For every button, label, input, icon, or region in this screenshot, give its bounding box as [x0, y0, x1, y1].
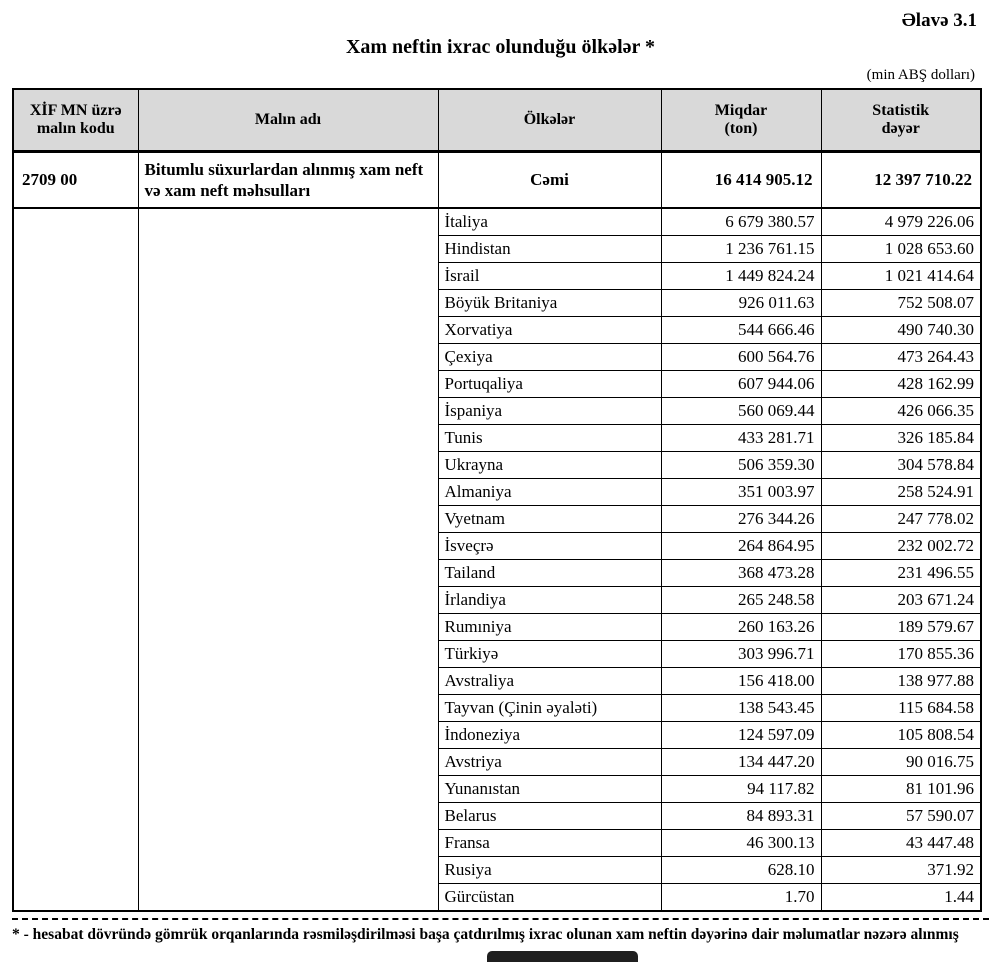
quantity-cell: 1 236 761.15 — [661, 236, 821, 263]
page-title: Xam neftin ixrac olunduğu ölkələr * — [345, 36, 656, 58]
country-cell: Almaniya — [438, 479, 661, 506]
value-cell: 231 496.55 — [821, 560, 981, 587]
quantity-cell: 264 864.95 — [661, 533, 821, 560]
unit-note: (min ABŞ dolları) — [866, 67, 975, 83]
quantity-cell: 6 679 380.57 — [661, 208, 821, 236]
quantity-cell: 46 300.13 — [661, 830, 821, 857]
value-cell: 473 264.43 — [821, 344, 981, 371]
value-cell: 43 447.48 — [821, 830, 981, 857]
country-cell: İspaniya — [438, 398, 661, 425]
quantity-cell: 276 344.26 — [661, 506, 821, 533]
value-cell: 1 021 414.64 — [821, 263, 981, 290]
product-name-cell: Bitumlu süxurlardan alınmış xam neft və xam neft məhsulları — [138, 152, 438, 209]
value-cell: 105 808.54 — [821, 722, 981, 749]
value-cell: 232 002.72 — [821, 533, 981, 560]
quantity-cell: 600 564.76 — [661, 344, 821, 371]
total-row — [13, 152, 981, 209]
header-countries — [438, 89, 661, 152]
country-cell: İtaliya — [438, 208, 661, 236]
country-cell: Ukrayna — [438, 452, 661, 479]
header-code-line1: XİF MN üzrə — [29, 102, 122, 119]
quantity-cell: 607 944.06 — [661, 371, 821, 398]
header-product — [138, 89, 438, 152]
quantity-cell: 260 163.26 — [661, 614, 821, 641]
value-cell: 4 979 226.06 — [821, 208, 981, 236]
country-cell: Avstriya — [438, 749, 661, 776]
value-cell: 258 524.91 — [821, 479, 981, 506]
value-cell: 752 508.07 — [821, 290, 981, 317]
header-value — [821, 89, 981, 152]
country-cell: Fransa — [438, 830, 661, 857]
value-cell: 203 671.24 — [821, 587, 981, 614]
value-cell: 247 778.02 — [821, 506, 981, 533]
quantity-cell: 84 893.31 — [661, 803, 821, 830]
country-cell: İsveçrə — [438, 533, 661, 560]
commodity-code-cell: 2709 00 — [13, 152, 138, 209]
quantity-cell: 926 011.63 — [661, 290, 821, 317]
header-quantity-line1: Miqdar — [714, 102, 768, 119]
value-cell: 57 590.07 — [821, 803, 981, 830]
value-cell: 1.44 — [821, 884, 981, 912]
dashed-separator — [12, 918, 989, 920]
header-quantity — [661, 89, 821, 152]
country-cell: Rusiya — [438, 857, 661, 884]
quantity-cell: 351 003.97 — [661, 479, 821, 506]
quantity-cell: 628.10 — [661, 857, 821, 884]
product-empty-cell — [138, 208, 438, 911]
export-table — [12, 88, 982, 912]
header-code-line2: malın kodu — [36, 120, 115, 137]
quantity-cell: 124 597.09 — [661, 722, 821, 749]
quantity-cell: 1 449 824.24 — [661, 263, 821, 290]
quantity-cell: 134 447.20 — [661, 749, 821, 776]
value-cell: 304 578.84 — [821, 452, 981, 479]
country-cell: İndoneziya — [438, 722, 661, 749]
quantity-cell: 544 666.46 — [661, 317, 821, 344]
quantity-cell: 506 359.30 — [661, 452, 821, 479]
country-cell: Vyetnam — [438, 506, 661, 533]
value-cell: 426 066.35 — [821, 398, 981, 425]
country-cell: Türkiyə — [438, 641, 661, 668]
country-cell: Gürcüstan — [438, 884, 661, 912]
country-cell: Xorvatiya — [438, 317, 661, 344]
value-cell: 490 740.30 — [821, 317, 981, 344]
value-cell: 428 162.99 — [821, 371, 981, 398]
header-quantity-line2: (ton) — [724, 120, 758, 137]
quantity-cell: 303 996.71 — [661, 641, 821, 668]
table-row — [13, 208, 981, 236]
country-cell: Tayvan (Çinin əyaləti) — [438, 695, 661, 722]
country-cell: Avstraliya — [438, 668, 661, 695]
quantity-cell: 156 418.00 — [661, 668, 821, 695]
value-cell: 189 579.67 — [821, 614, 981, 641]
country-cell: Portuqaliya — [438, 371, 661, 398]
value-cell: 115 684.58 — [821, 695, 981, 722]
bottom-bar-artifact — [487, 951, 638, 962]
country-cell: Çexiya — [438, 344, 661, 371]
quantity-cell: 265 248.58 — [661, 587, 821, 614]
country-cell: Yunanıstan — [438, 776, 661, 803]
header-product-line1: Malın adı — [254, 111, 322, 128]
annex-label: Əlavə 3.1 — [901, 10, 977, 31]
country-cell: Tunis — [438, 425, 661, 452]
value-cell: 326 185.84 — [821, 425, 981, 452]
value-cell: 81 101.96 — [821, 776, 981, 803]
quantity-cell: 94 117.82 — [661, 776, 821, 803]
country-cell: İsrail — [438, 263, 661, 290]
value-cell: 90 016.75 — [821, 749, 981, 776]
quantity-cell: 1.70 — [661, 884, 821, 912]
country-rows — [13, 208, 981, 911]
code-empty-cell — [13, 208, 138, 911]
country-cell: Rumıniya — [438, 614, 661, 641]
quantity-cell: 138 543.45 — [661, 695, 821, 722]
country-cell: Böyük Britaniya — [438, 290, 661, 317]
total-quantity-cell: 16 414 905.12 — [661, 152, 821, 209]
header-value-line1: Statistik — [872, 102, 930, 119]
quantity-cell: 560 069.44 — [661, 398, 821, 425]
country-cell: Hindistan — [438, 236, 661, 263]
header-countries-line1: Ölkələr — [523, 111, 576, 128]
quantity-cell: 433 281.71 — [661, 425, 821, 452]
country-cell: Belarus — [438, 803, 661, 830]
value-cell: 138 977.88 — [821, 668, 981, 695]
header-value-line2: dəyər — [881, 120, 920, 137]
footnote: * - hesabat dövründə gömrük orqanlarında rəsmiləşdirilməsi başa çatdırılmış ixrac olunan xam neftin dəyərinə dair məlumatlar nəzərə alınmış — [12, 926, 959, 943]
total-value-cell: 12 397 710.22 — [821, 152, 981, 209]
header-row — [13, 89, 981, 152]
total-label-cell: Cəmi — [438, 152, 661, 209]
header-code — [13, 89, 138, 152]
country-cell: Tailand — [438, 560, 661, 587]
value-cell: 1 028 653.60 — [821, 236, 981, 263]
value-cell: 371.92 — [821, 857, 981, 884]
quantity-cell: 368 473.28 — [661, 560, 821, 587]
value-cell: 170 855.36 — [821, 641, 981, 668]
country-cell: İrlandiya — [438, 587, 661, 614]
